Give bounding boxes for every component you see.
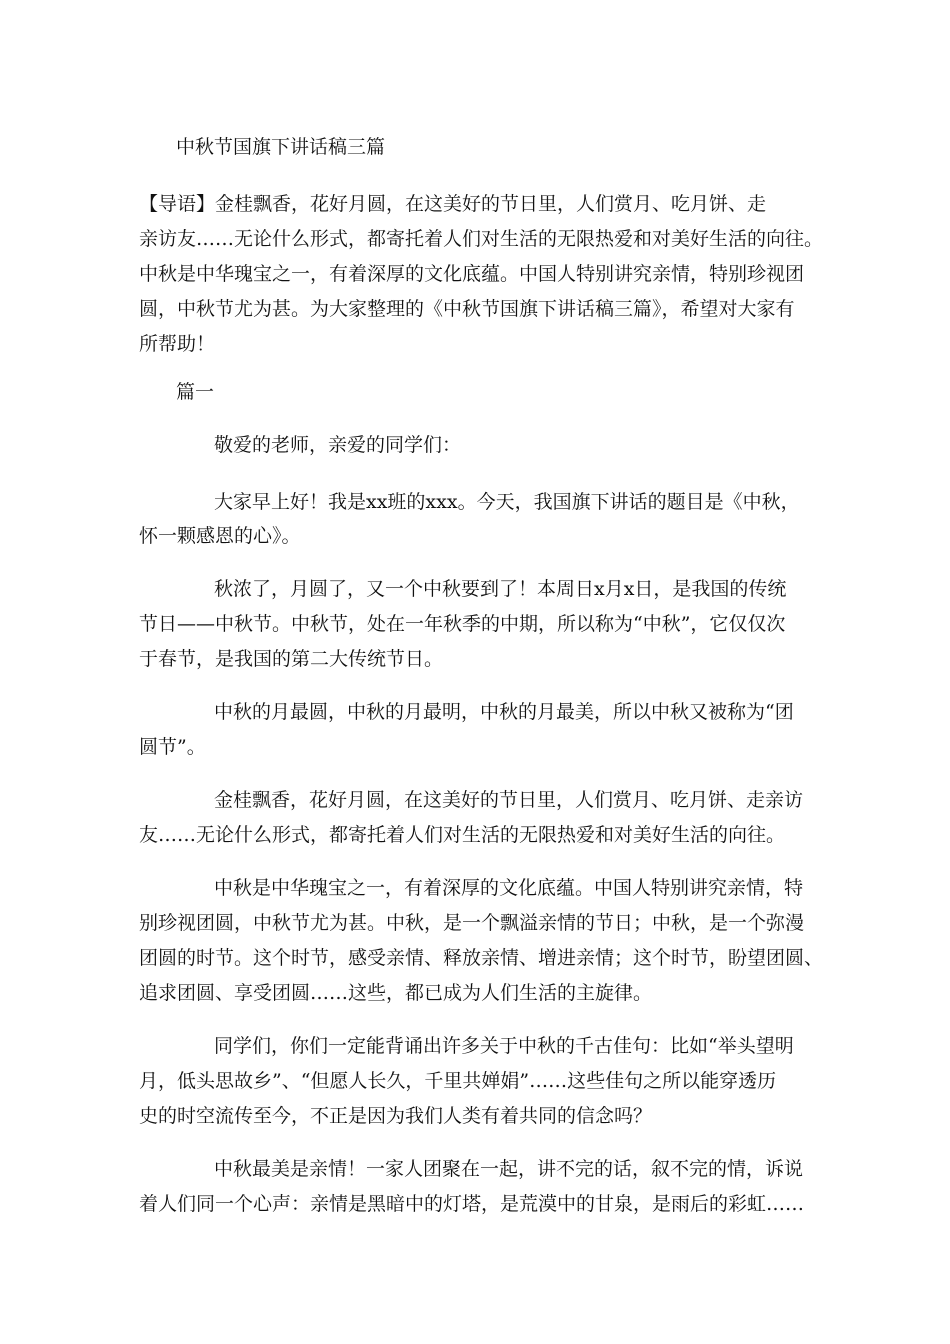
paragraph-line: 大家早上好！我是xx班的xxx。今天，我国旗下讲话的题目是《中秋， (214, 491, 800, 513)
paragraph-line: 金桂飘香，花好月圆，在这美好的节日里，人们赏月、吃月饼、走亲访 (214, 789, 804, 811)
paragraph-line: 别珍视团圆，中秋节尤为甚。中秋，是一个飘溢亲情的节日；中秋，是一个弥漫 (139, 912, 805, 934)
intro-line: 圆，中秋节尤为甚。为大家整理的《中秋节国旗下讲话稿三篇》，希望对大家有 (139, 298, 795, 320)
intro-line: 所帮助！ (139, 333, 216, 355)
paragraph-line: 中秋最美是亲情！一家人团聚在一起，讲不完的话，叙不完的情，诉说 (214, 1158, 804, 1180)
paragraph-line: 团圆的时节。这个时节，感受亲情、释放亲情、增进亲情；这个时节，盼望团圆、 (139, 947, 824, 969)
paragraph-line: 追求团圆、享受团圆……这些，都已成为人们生活的主旋律。 (139, 982, 653, 1004)
paragraph-line: 秋浓了，月圆了，又一个中秋要到了！本周日x月x日，是我国的传统 (214, 578, 787, 600)
paragraph-line: 中秋是中华瑰宝之一，有着深厚的文化底蕴。中国人特别讲究亲情，特 (214, 877, 804, 899)
paragraph-line: 怀一颗感恩的心》。 (139, 525, 301, 547)
paragraph-line: 着人们同一个心声：亲情是黑暗中的灯塔，是荒漠中的甘泉，是雨后的彩虹…… (139, 1193, 805, 1215)
paragraph-line: 中秋的月最圆，中秋的月最明，中秋的月最美，所以中秋又被称为“团 (214, 701, 794, 723)
paragraph-line: 于春节，是我国的第二大传统节日。 (139, 648, 444, 670)
document-title: 中秋节国旗下讲话稿三篇 (176, 136, 386, 158)
paragraph-line: 友……无论什么形式，都寄托着人们对生活的无限热爱和对美好生活的向往。 (139, 824, 786, 846)
paragraph-line: 同学们，你们一定能背诵出许多关于中秋的千古佳句：比如“举头望明 (214, 1035, 794, 1057)
paragraph-line: 圆节”。 (139, 736, 206, 758)
intro-line: 【导语】金桂飘香，花好月圆，在这美好的节日里，人们赏月、吃月饼、走 (139, 193, 767, 215)
paragraph-line: 史的时空流传至今，不正是因为我们人类有着共同的信念吗？ (139, 1105, 653, 1127)
intro-line: 亲访友……无论什么形式，都寄托着人们对生活的无限热爱和对美好生活的向往。 (139, 228, 824, 250)
intro-line: 中秋是中华瑰宝之一，有着深厚的文化底蕴。中国人特别讲究亲情，特别珍视团 (139, 263, 805, 285)
paragraph-line: 月，低头思故乡”、“但愿人长久，千里共婵娟”……这些佳句之所以能穿透历 (139, 1070, 777, 1092)
section-heading: 篇一 (176, 381, 215, 403)
paragraph-line: 敬爱的老师，亲爱的同学们： (214, 434, 462, 456)
paragraph-line: 节日——中秋节。中秋节，处在一年秋季的中期，所以称为“中秋”，它仅仅次 (139, 613, 786, 635)
